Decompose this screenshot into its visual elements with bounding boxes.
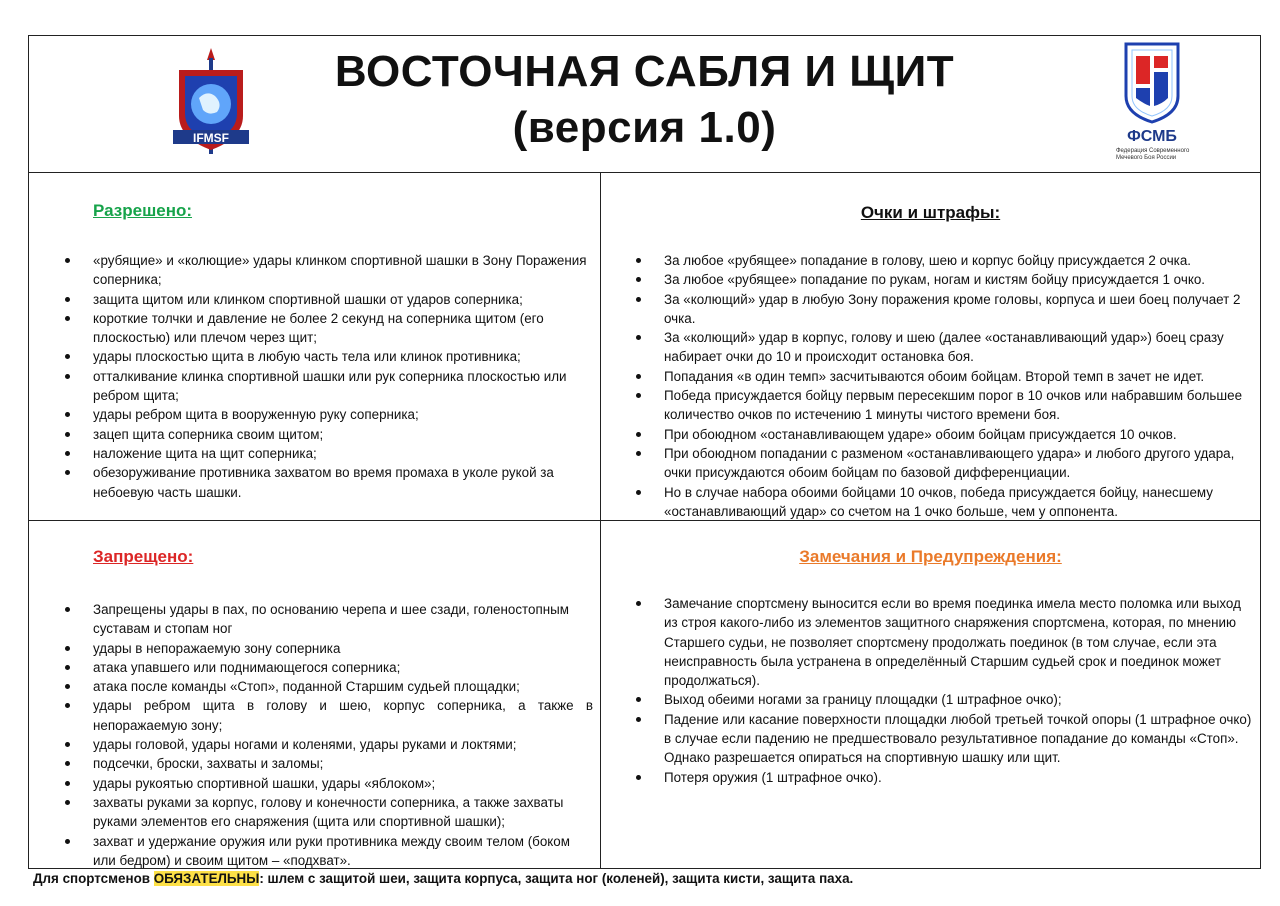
title-line-1: ВОСТОЧНАЯ САБЛЯ И ЩИТ [334, 47, 955, 96]
list-item: атака после команды «Стоп», поданной Старшим судьей площадки; [93, 677, 593, 696]
list-item: защита щитом или клинком спортивной шашки от ударов соперника; [93, 290, 593, 309]
footer-suffix: : шлем с защитой шеи, защита корпуса, защита ног (коленей), защита кисти, защита паха. [259, 871, 854, 886]
list-item: короткие толчки и давление не более 2 секунд на соперника щитом (его плоскостью) или плечом через щит; [93, 309, 593, 348]
list-item: При обоюдном попадании с разменом «останавливающего удара» и любого другого удара, очки присуждаются обоим бойцам по базовой дифференциации. [664, 444, 1256, 483]
list-item: удары ребром щита в голову и шею, корпус соперника, а также в непоражаемую зону; [93, 696, 593, 735]
logo-right-small: Федерация Современного Мечевого Боя России [1116, 148, 1190, 161]
points-section [601, 173, 1260, 521]
list-item: удары в непоражаемую зону соперника [93, 639, 593, 658]
logo-right-text: ФСМБ [1127, 128, 1177, 145]
list-item: Но в случае набора обоими бойцами 10 очков, победа присуждается бойцу, нанесшему «останавливающий удар» со счетом на 1 очко больше, чем у оппонента. [664, 483, 1256, 522]
list-item: Победа присуждается бойцу первым пересекшим порог в 10 очков или набравшим большее количество очков по истечению 1 минуты чистого времени боя. [664, 386, 1256, 425]
list-item: отталкивание клинка спортивной шашки или рук соперника плоскостью или ребром щита; [93, 367, 593, 406]
rules-sheet [28, 35, 1261, 869]
fsmb-shield-icon [1114, 40, 1204, 168]
list-item: За «колющий» удар в любую Зону поражения кроме головы, корпуса и шеи боец получает 2 очка. [664, 290, 1256, 329]
warnings-heading: Замечания и Предупреждения: [799, 547, 1062, 566]
list-item: За «колющий» удар в корпус, голову и шею (далее «останавливающий удар») боец сразу набирает очки до 10 и происходит остановка боя. [664, 328, 1256, 367]
list-item: удары ребром щита в вооруженную руку соперника; [93, 405, 593, 424]
list-item: Попадания «в один темп» засчитываются обоим бойцам. Второй темп в зачет не идет. [664, 367, 1256, 386]
footer-equipment-note [33, 871, 853, 886]
warnings-section [601, 521, 1260, 868]
warnings-list [664, 594, 1256, 787]
list-item: наложение щита на щит соперника; [93, 444, 593, 463]
title-line-2: (версия 1.0) [512, 103, 777, 152]
list-item: атака упавшего или поднимающегося соперника; [93, 658, 593, 677]
list-item: Замечание спортсмену выносится если во время поединка имела место поломка или выход из строя какого-либо из элементов защитного снаряжения спортсмена, которая, по мнению Старшего судьи, не позволяет спортсмену продолжать поединок (в том случае, если эта неисправность была устранена в определённый Старшим судьей срок и поединок может продолжаться). [664, 594, 1256, 690]
logo-left-text: IFMSF [193, 131, 229, 145]
list-item: удары рукоятью спортивной шашки, удары «яблоком»; [93, 774, 593, 793]
header [29, 36, 1260, 173]
list-item: Запрещены удары в пах, по основанию черепа и шее сзади, голеностопным суставам и стопам ног [93, 600, 593, 639]
list-item: захваты руками за корпус, голову и конечности соперника, а также захваты руками элементов его снаряжения (щита или спортивной шашки); [93, 793, 593, 832]
list-item: При обоюдном «останавливающем ударе» обоим бойцам присуждается 10 очков. [664, 425, 1256, 444]
footer-highlight: ОБЯЗАТЕЛЬНЫ [153, 871, 260, 886]
list-item: За любое «рубящее» попадание в голову, шею и корпус бойцу присуждается 2 очка. [664, 251, 1256, 270]
allowed-section [29, 173, 601, 521]
list-item: зацеп щита соперника своим щитом; [93, 425, 593, 444]
footer-prefix: Для спортсменов [33, 871, 154, 886]
list-item: Падение или касание поверхности площадки любой третьей точкой опоры (1 штрафное очко) в случае если падению не предшествовало результативное попадание до команды «Стоп». Однако разрешается опираться на спортивную шашку или щит. [664, 710, 1256, 768]
allowed-list [93, 251, 593, 502]
forbidden-section [29, 521, 601, 868]
list-item: обезоруживание противника захватом во время промаха в уколе рукой за небоевую часть шашки. [93, 463, 593, 502]
forbidden-list [93, 600, 593, 870]
list-item: Выход обеими ногами за границу площадки (1 штрафное очко); [664, 690, 1256, 709]
forbidden-heading: Запрещено: [93, 547, 194, 566]
page-title [29, 44, 1260, 156]
allowed-heading: Разрешено: [93, 201, 193, 220]
list-item: захват и удержание оружия или руки противника между своим телом (боком или бедром) и своим щитом – «подхват». [93, 832, 593, 871]
points-heading: Очки и штрафы: [860, 203, 1001, 222]
points-list [664, 251, 1256, 521]
list-item: Потеря оружия (1 штрафное очко). [664, 768, 1256, 787]
list-item: удары плоскостью щита в любую часть тела или клинок противника; [93, 347, 593, 366]
list-item: За любое «рубящее» попадание по рукам, ногам и кистям бойцу присуждается 1 очко. [664, 270, 1256, 289]
list-item: удары головой, удары ногами и коленями, удары руками и локтями; [93, 735, 593, 754]
list-item: подсечки, броски, захваты и заломы; [93, 754, 593, 773]
list-item: «рубящие» и «колющие» удары клинком спортивной шашки в Зону Поражения соперника; [93, 251, 593, 290]
